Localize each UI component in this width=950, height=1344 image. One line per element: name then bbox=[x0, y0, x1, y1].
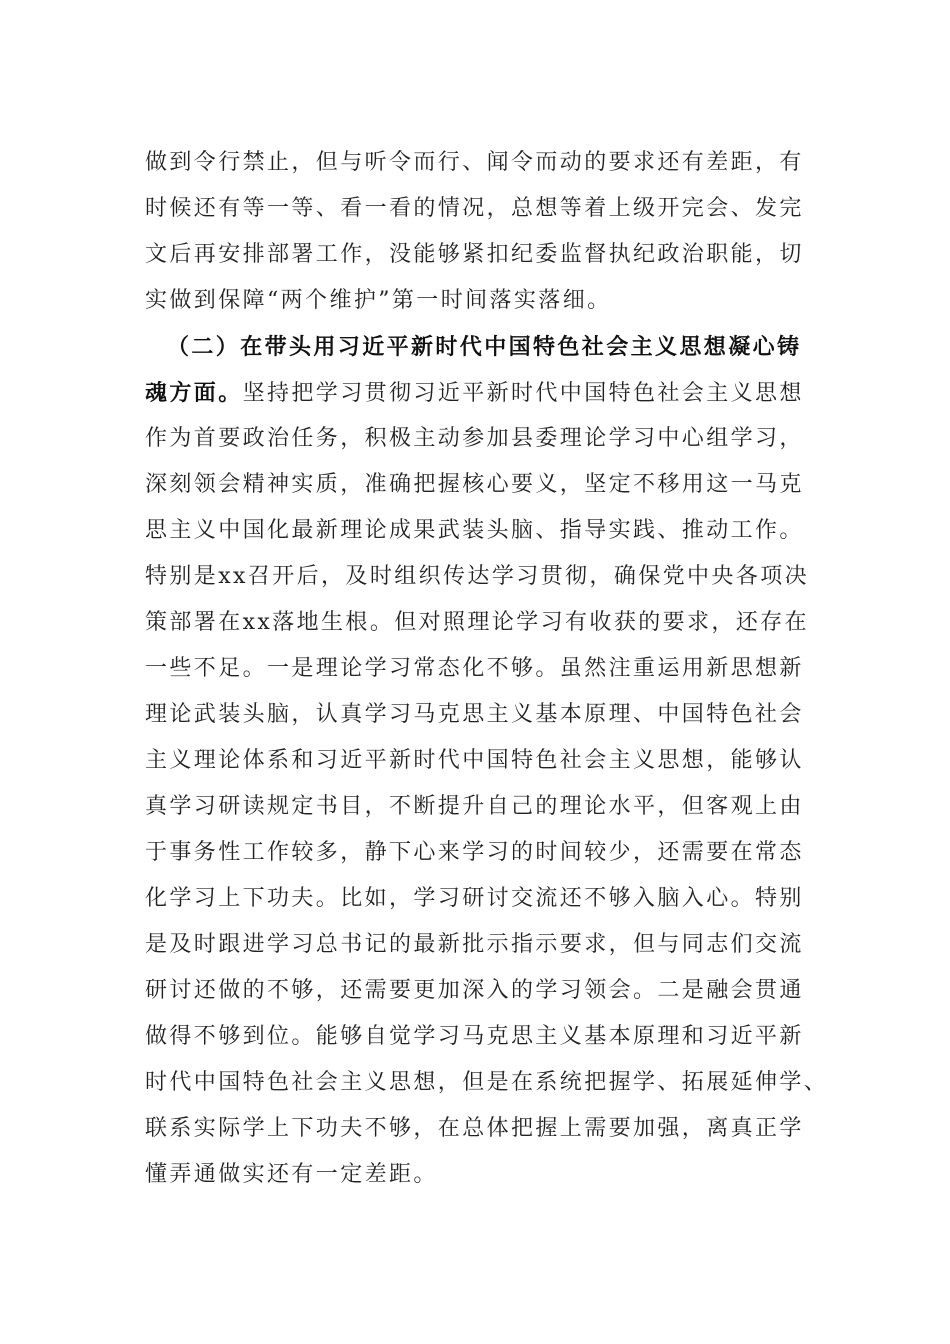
section-heading-tail: 魂方面。 bbox=[145, 380, 243, 406]
text-line: 特别是xx召开后，及时组织传达学习贯彻，确保党中央各项决 bbox=[145, 564, 810, 589]
text-line: 化学习上下功夫。比如，学习研讨交流还不够入脑入心。特别 bbox=[145, 886, 804, 911]
text-line: 联系实际学上下功夫不够，在总体把握上需要加强，离真正学 bbox=[145, 1116, 804, 1141]
text-line: 一些不足。一是理论学习常态化不够。虽然注重运用新思想新 bbox=[145, 656, 804, 681]
text-line: 时候还有等一等、看一看的情况，总想等着上级开完会、发完 bbox=[145, 196, 804, 221]
text-line: 实做到保障“两个维护”第一时间落实落细。 bbox=[145, 288, 612, 313]
text-line: 思主义中国化最新理论成果武装头脑、指导实践、推动工作。 bbox=[145, 518, 804, 543]
text-line: 主义理论体系和习近平新时代中国特色社会主义思想，能够认 bbox=[145, 748, 804, 773]
text-line: 研讨还做的不够，还需要更加深入的学习领会。二是融会贯通 bbox=[145, 978, 804, 1003]
text-line: 做到令行禁止，但与听令而行、闻令而动的要求还有差距，有 bbox=[145, 150, 804, 175]
section-heading: （二）在带头用习近平新时代中国特色社会主义思想凝心铸 bbox=[167, 334, 802, 360]
text-line: 深刻领会精神实质，准确把握核心要义，坚定不移用这一马克 bbox=[145, 472, 804, 497]
text-line: 策部署在xx落地生根。但对照理论学习有收获的要求，还存在 bbox=[145, 610, 810, 635]
text-line: 真学习研读规定书目，不断提升自己的理论水平，但客观上由 bbox=[145, 794, 804, 819]
text-line: 于事务性工作较多，静下心来学习的时间较少，还需要在常态 bbox=[145, 840, 804, 865]
text-line: 理论武装头脑，认真学习马克思主义基本原理、中国特色社会 bbox=[145, 702, 804, 727]
body-text bbox=[145, 140, 845, 1198]
text-line bbox=[145, 370, 845, 416]
paragraph-1 bbox=[145, 140, 845, 324]
text-line: 作为首要政治任务，积极主动参加县委理论学习中心组学习， bbox=[145, 426, 804, 451]
paragraph-2 bbox=[145, 324, 845, 1198]
text-line: 做得不够到位。能够自觉学习马克思主义基本原理和习近平新 bbox=[145, 1024, 804, 1049]
text-line: 时代中国特色社会主义思想，但是在系统把握学、拓展延伸学、 bbox=[145, 1070, 829, 1095]
text-fragment: 坚持把学习贯彻习近平新时代中国特色社会主义思想 bbox=[242, 381, 804, 406]
text-line: 懂弄通做实还有一定差距。 bbox=[145, 1162, 438, 1187]
text-line: 是及时跟进学习总书记的最新批示指示要求，但与同志们交流 bbox=[145, 932, 804, 957]
text-line: 文后再安排部署工作，没能够紧扣纪委监督执纪政治职能，切 bbox=[145, 242, 804, 267]
